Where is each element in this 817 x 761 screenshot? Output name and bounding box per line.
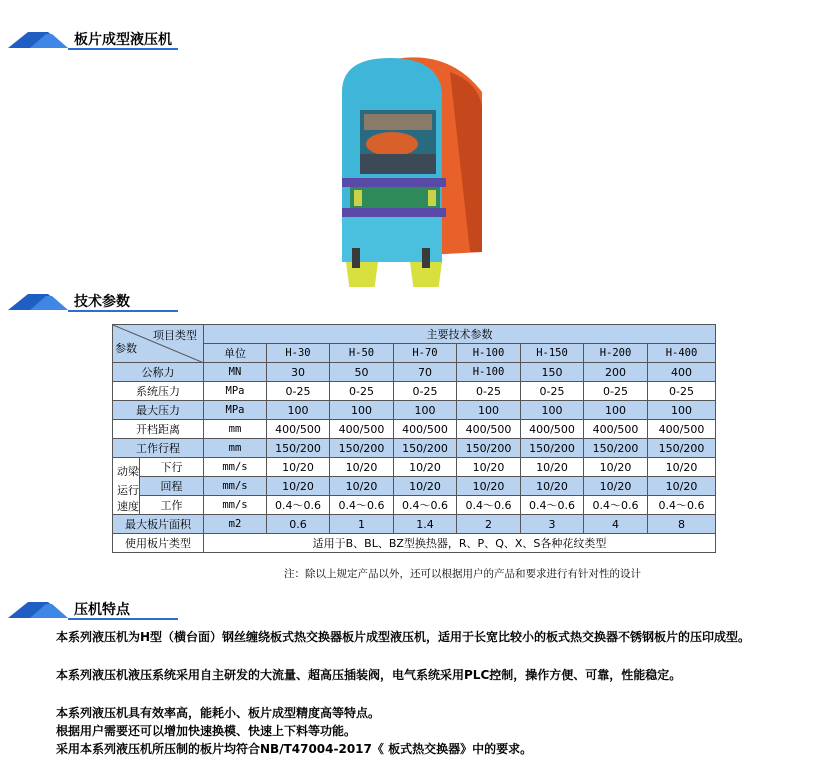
row-label: 系统压力: [113, 382, 204, 401]
cell: 0.6: [267, 515, 330, 534]
table-corner-cell: [113, 325, 204, 363]
cell: 10/20: [648, 458, 716, 477]
cell: 150/200: [584, 439, 648, 458]
cell: 3: [521, 515, 584, 534]
section-header-machine: [8, 28, 798, 48]
cell: 8: [648, 515, 716, 534]
cell: 100: [267, 401, 330, 420]
section-rule: [68, 310, 178, 312]
cell: 10/20: [457, 477, 521, 496]
cell: 150: [521, 363, 584, 382]
section-title: 压机特点: [74, 602, 130, 618]
cell: 0-25: [267, 382, 330, 401]
cell: H-100: [457, 363, 521, 382]
cell: 100: [330, 401, 394, 420]
speed-group-line: 动梁: [117, 465, 139, 478]
row-unit: mm/s: [204, 458, 267, 477]
model-header: H-150: [521, 344, 584, 363]
model-header: H-30: [267, 344, 330, 363]
cell: 400/500: [521, 420, 584, 439]
table-row: [113, 534, 716, 553]
table-row: [113, 496, 716, 515]
feature-paragraph: 本系列液压机为H型（横台面）钢丝缠绕板式热交换器板片成型液压机，适用于长宽比较小的板式热交换器不锈钢板片的压印成型。: [56, 630, 751, 644]
cell: 100: [457, 401, 521, 420]
cell: 150/200: [330, 439, 394, 458]
cell: 0-25: [394, 382, 457, 401]
table-row: [113, 363, 716, 382]
cell: 10/20: [648, 477, 716, 496]
section-banner-icon: [8, 28, 68, 48]
section-title: 板片成型液压机: [74, 32, 172, 48]
cell: 100: [648, 401, 716, 420]
cell: 100: [394, 401, 457, 420]
cell: 1: [330, 515, 394, 534]
feature-paragraph: 采用本系列液压机所压制的板片均符合NB/T47004-2017《 板式热交换器》中的要求。: [56, 742, 533, 756]
row-unit: mm/s: [204, 477, 267, 496]
cell: 150/200: [394, 439, 457, 458]
cell: 30: [267, 363, 330, 382]
table-header-row: [113, 325, 716, 344]
cell: 0.4～0.6: [584, 496, 648, 515]
feature-paragraph: 本系列液压机具有效率高，能耗小、板片成型精度高等特点。: [56, 706, 381, 720]
feature-paragraph: 本系列液压机液压系统采用自主研发的大流量、超高压插装阀，电气系统采用PLC控制，操作方便、可靠，性能稳定。: [56, 668, 682, 682]
cell: 4: [584, 515, 648, 534]
table-row: [113, 458, 716, 477]
cell: 150/200: [457, 439, 521, 458]
hydraulic-press-image: [330, 52, 490, 287]
cell: 200: [584, 363, 648, 382]
cell: 10/20: [394, 477, 457, 496]
cell: 10/20: [267, 477, 330, 496]
cell: 150/200: [521, 439, 584, 458]
row-unit: MN: [204, 363, 267, 382]
cell: 400/500: [584, 420, 648, 439]
table-note: 注：除以上规定产品以外，还可以根据用户的产品和要求进行有针对性的设计: [284, 568, 641, 580]
speed-group-line: 速度: [117, 500, 139, 513]
cell: 0.4～0.6: [267, 496, 330, 515]
cell: 1.4: [394, 515, 457, 534]
cell: 10/20: [584, 458, 648, 477]
model-header: H-200: [584, 344, 648, 363]
row-label: 下行: [140, 458, 204, 477]
speed-group-line: 运行: [117, 484, 139, 497]
row-label: 工作行程: [113, 439, 204, 458]
row-label: 工作: [140, 496, 204, 515]
cell: 10/20: [584, 477, 648, 496]
cell: 0.4～0.6: [330, 496, 394, 515]
model-header: H-50: [330, 344, 394, 363]
section-rule: [68, 618, 178, 620]
section-header-params: [8, 290, 798, 310]
table-row: [113, 477, 716, 496]
cell: 400/500: [457, 420, 521, 439]
cell: 100: [521, 401, 584, 420]
cell: 0-25: [521, 382, 584, 401]
cell: 10/20: [521, 458, 584, 477]
row-label: 开档距离: [113, 420, 204, 439]
row-unit: mm: [204, 439, 267, 458]
params-table: [112, 324, 716, 553]
type-cell: 适用于B、BL、BZ型换热器，R、P、Q、X、S各种花纹类型: [204, 534, 716, 553]
feature-paragraph: 根据用户需要还可以增加快速换模、快速上下料等功能。: [56, 724, 357, 738]
row-unit: mm: [204, 420, 267, 439]
row-unit: MPa: [204, 382, 267, 401]
cell: 10/20: [457, 458, 521, 477]
cell: 10/20: [267, 458, 330, 477]
cell: 400/500: [330, 420, 394, 439]
cell: 400/500: [267, 420, 330, 439]
section-banner-icon: [8, 598, 68, 618]
cell: 150/200: [267, 439, 330, 458]
unit-header: 单位: [204, 344, 267, 363]
cell: 400: [648, 363, 716, 382]
cell: 400/500: [394, 420, 457, 439]
section-rule: [68, 48, 178, 50]
cell: 10/20: [394, 458, 457, 477]
corner-top-label: 项目类型: [153, 329, 197, 342]
table-row: [113, 401, 716, 420]
speed-group-label: [113, 458, 140, 515]
section-title: 技术参数: [74, 294, 130, 310]
row-unit: MPa: [204, 401, 267, 420]
cell: 10/20: [330, 458, 394, 477]
cell: 10/20: [521, 477, 584, 496]
section-header-features: [8, 598, 798, 618]
row-label: 最大压力: [113, 401, 204, 420]
table-row: [113, 382, 716, 401]
cell: 0.4～0.6: [648, 496, 716, 515]
model-header: H-70: [394, 344, 457, 363]
cell: 50: [330, 363, 394, 382]
cell: 150/200: [648, 439, 716, 458]
row-label: 使用板片类型: [113, 534, 204, 553]
cell: 0-25: [584, 382, 648, 401]
cell: 0-25: [330, 382, 394, 401]
cell: 0-25: [457, 382, 521, 401]
cell: 10/20: [330, 477, 394, 496]
cell: 400/500: [648, 420, 716, 439]
row-unit: m2: [204, 515, 267, 534]
cell: 100: [584, 401, 648, 420]
row-unit: mm/s: [204, 496, 267, 515]
model-header: H-100: [457, 344, 521, 363]
row-label: 回程: [140, 477, 204, 496]
main-header: 主要技术参数: [204, 325, 716, 344]
cell: 0.4～0.6: [457, 496, 521, 515]
cell: 70: [394, 363, 457, 382]
table-row: [113, 515, 716, 534]
cell: 0.4～0.6: [521, 496, 584, 515]
row-label: 最大板片面积: [113, 515, 204, 534]
row-label: 公称力: [113, 363, 204, 382]
section-banner-icon: [8, 290, 68, 310]
cell: 2: [457, 515, 521, 534]
cell: 0.4～0.6: [394, 496, 457, 515]
table-row: [113, 420, 716, 439]
cell: 0-25: [648, 382, 716, 401]
table-row: [113, 439, 716, 458]
model-header: H-400: [648, 344, 716, 363]
corner-bottom-label: 参数: [115, 342, 137, 355]
